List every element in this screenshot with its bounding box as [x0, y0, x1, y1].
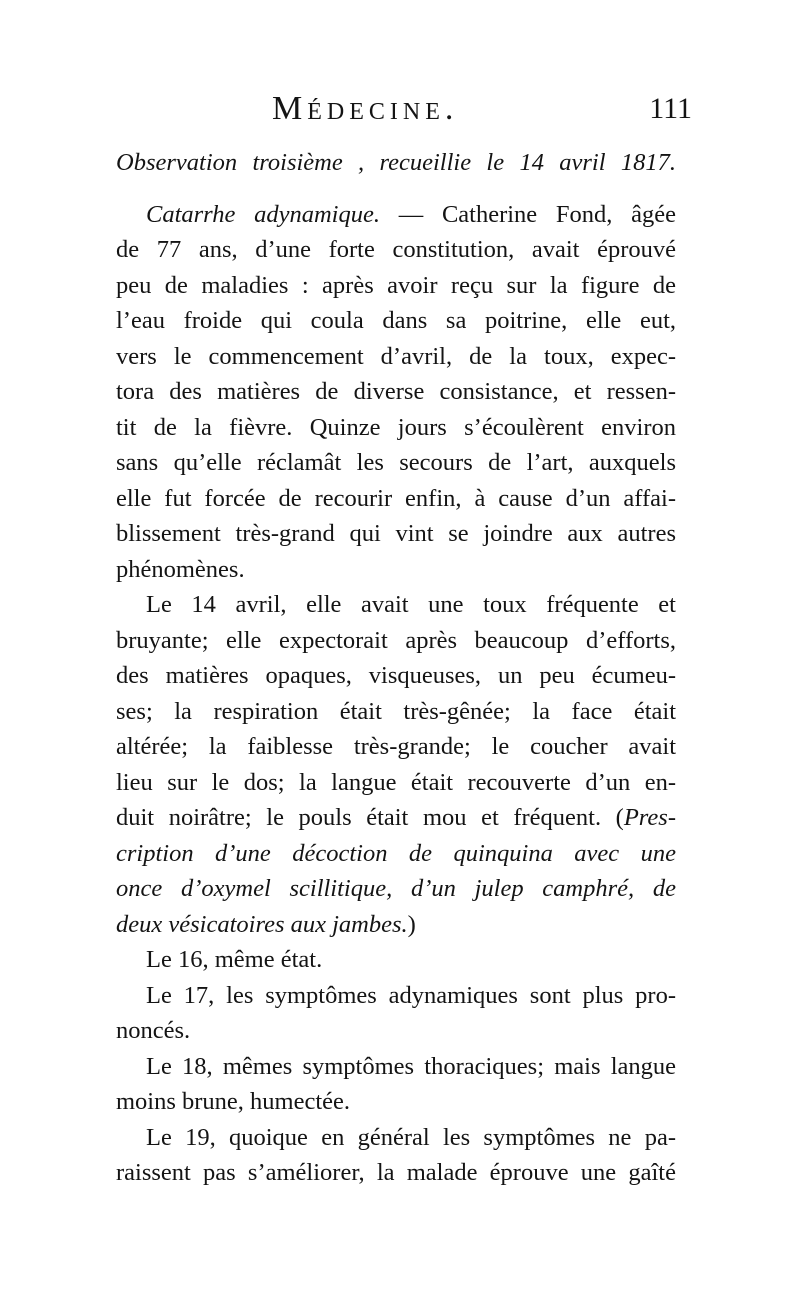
roman-segment: sans qu’elle réclamât les secours de l’art, auxquels [116, 449, 676, 476]
text-line [116, 481, 676, 517]
roman-segment: de 77 ans, d’une forte constitution, avait éprouvé [116, 236, 676, 263]
text-line [116, 339, 676, 375]
text-line [116, 1013, 676, 1049]
text-line [116, 907, 676, 943]
roman-segment: ses; la respiration était très-gênée; la face était [116, 697, 676, 725]
text-line [116, 942, 676, 978]
text-line [116, 410, 676, 446]
roman-segment: duit noirâtre; le pouls était mou et fréquent. ( [116, 804, 624, 831]
text-line [116, 1049, 676, 1085]
text-line [116, 1120, 676, 1156]
paragraph-gap [116, 181, 676, 197]
running-title: Médecine. [272, 90, 459, 127]
text-line [116, 145, 676, 181]
text-line [116, 694, 676, 730]
text-line [116, 197, 676, 233]
text-line [116, 658, 676, 694]
roman-segment: tora des matières de diverse consistance, et ressen- [116, 378, 676, 405]
roman-segment: des matières opaques, visqueuses, un peu écumeu- [116, 662, 676, 689]
italic-segment: Catarrhe adynamique. [146, 200, 380, 228]
text-line [116, 1084, 676, 1120]
roman-segment: raissent pas s’améliorer, la malade éprouve une gaîté [116, 1159, 676, 1186]
text-line [116, 978, 676, 1014]
text-line [116, 445, 676, 481]
roman-segment: lieu sur le dos; la langue était recouverte d’un en- [116, 768, 676, 796]
roman-segment: blissement très-grand qui vint se joindre aux autres [116, 520, 676, 547]
text-line [116, 871, 676, 907]
text-line [116, 1155, 676, 1191]
text-line [116, 765, 676, 801]
roman-segment: Le 17, les symptômes adynamiques sont plus pro- [146, 981, 676, 1009]
roman-segment: — Catherine Fond, âgée [380, 200, 676, 228]
italic-segment: cription d’une décoction de quinquina avec une [116, 839, 676, 867]
roman-segment: bruyante; elle expectorait après beaucoup d’efforts, [116, 626, 676, 654]
italic-segment: Observation troisième , recueillie le 14 avril 1817. [116, 149, 676, 176]
roman-segment: Le 18, mêmes symptômes thoraciques; mais langue [146, 1052, 676, 1080]
roman-segment: phénomènes. [116, 555, 245, 583]
running-head [0, 90, 800, 140]
roman-segment: Le 19, quoique en général les symptômes ne pa- [146, 1123, 676, 1151]
text-line [116, 232, 676, 268]
text-line [116, 552, 676, 588]
italic-segment: once d’oxymel scillitique, d’un julep camphré, de [116, 875, 676, 902]
page-number: 111 [649, 92, 692, 125]
text-line [116, 800, 676, 836]
roman-segment: tit de la fièvre. Quinze jours s’écoulèrent environ [116, 413, 676, 441]
text-line [116, 587, 676, 623]
text-line [116, 374, 676, 410]
roman-segment: Le 16, même état. [146, 946, 323, 973]
text-line [116, 268, 676, 304]
text-line [116, 836, 676, 872]
body-text [116, 145, 676, 1191]
roman-segment: l’eau froide qui coula dans sa poitrine, elle eut, [116, 307, 676, 334]
text-line [116, 729, 676, 765]
text-line [116, 303, 676, 339]
text-line [116, 623, 676, 659]
roman-segment: noncés. [116, 1017, 191, 1044]
roman-segment: elle fut forcée de recourir enfin, à cause d’un affai- [116, 484, 676, 512]
italic-segment: Pres- [623, 804, 676, 831]
italic-segment: deux vésicatoires aux jambes. [116, 910, 408, 938]
roman-segment: altérée; la faiblesse très-grande; le coucher avait [116, 733, 676, 760]
roman-segment: peu de maladies : après avoir reçu sur la figure de [116, 271, 676, 299]
text-line [116, 516, 676, 552]
roman-segment: vers le commencement d’avril, de la toux, expec- [116, 342, 676, 370]
roman-segment: ) [407, 910, 416, 938]
roman-segment: Le 14 avril, elle avait une toux fréquente et [146, 591, 676, 618]
roman-segment: moins brune, humectée. [116, 1088, 351, 1115]
